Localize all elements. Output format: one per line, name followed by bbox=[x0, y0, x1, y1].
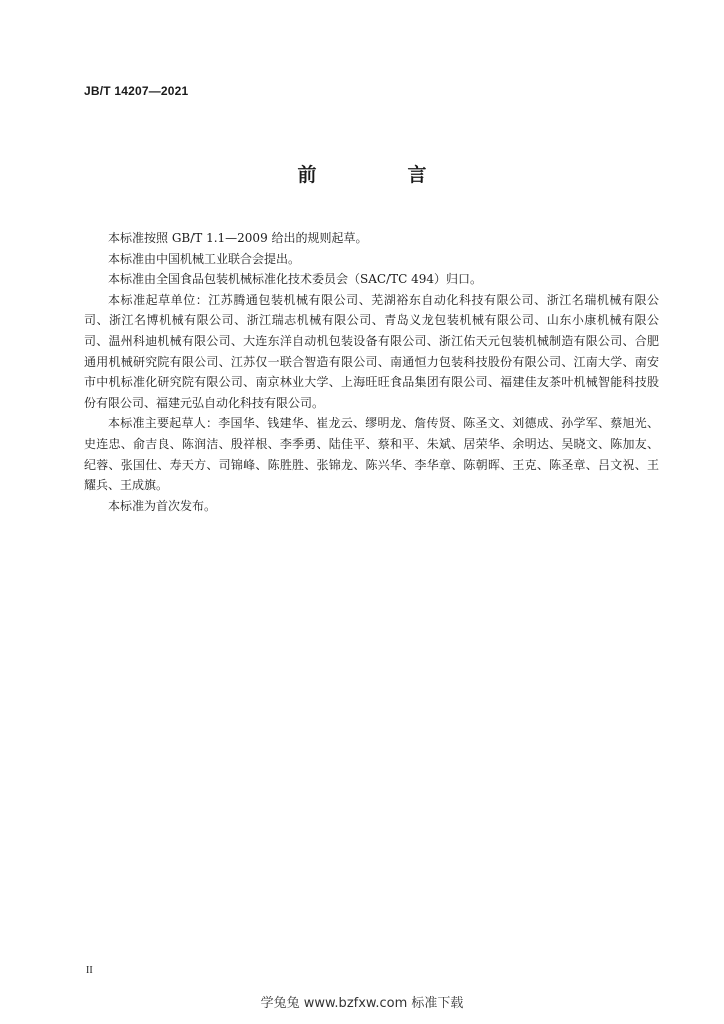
page-number: II bbox=[86, 965, 93, 976]
footer-source-link[interactable]: 学兔兔 www.bzfxw.com 标准下载 bbox=[260, 996, 464, 1011]
paragraph-drafting-rules: 本标准按照 GB/T 1.1—2009 给出的规则起草。 bbox=[108, 231, 368, 245]
paragraph-first-release: 本标准为首次发布。 bbox=[108, 498, 217, 513]
page-title: 前 言 bbox=[297, 164, 463, 186]
paragraph-main-drafters: 本标准主要起草人：李国华、钱建华、崔龙云、缪明龙、詹传贤、陈圣文、刘德成、孙学军、蔡旭光、史连忠、俞吉良、陈润洁、殷祥根、李季勇、陆佳平、蔡和平、朱斌、居荣华、余明达、吴晓文、陈加友、纪蓉、张国仕、寿天方、司锦峰、陈胜胜、张锦龙、陈兴华、李华章、陈朝晖、王克、陈圣章、吕文祝、王耀兵、王成旗。 bbox=[84, 416, 659, 493]
document-code: JB/T 14207—2021 bbox=[84, 84, 189, 98]
paragraph-drafting-organizations: 本标准起草单位：江苏腾通包装机械有限公司、芜湖裕东自动化科技有限公司、浙江名瑞机械有限公司、浙江名博机械有限公司、浙江瑞志机械有限公司、青岛义龙包装机械有限公司、山东小康机械有限公司、温州科迪机械有限公司、大连东洋自动机包装设备有限公司、浙江佑天元包装机械制造有限公司、合肥通用机械研究院有限公司、江苏仅一联合智造有限公司、南通恒力包装科技股份有限公司、江南大学、南安市中机标准化研究院有限公司、南京林业大学、上海旺旺食品集团有限公司、福建佳友茶叶机械智能科技股份有限公司、福建元弘自动化科技有限公司。 bbox=[84, 292, 659, 410]
paragraph-technical-committee: 本标准由全国食品包装机械标准化技术委员会（SAC/TC 494）归口。 bbox=[108, 272, 483, 287]
foreword-body bbox=[84, 228, 659, 516]
paragraph-proposer: 本标准由中国机械工业联合会提出。 bbox=[108, 251, 301, 266]
